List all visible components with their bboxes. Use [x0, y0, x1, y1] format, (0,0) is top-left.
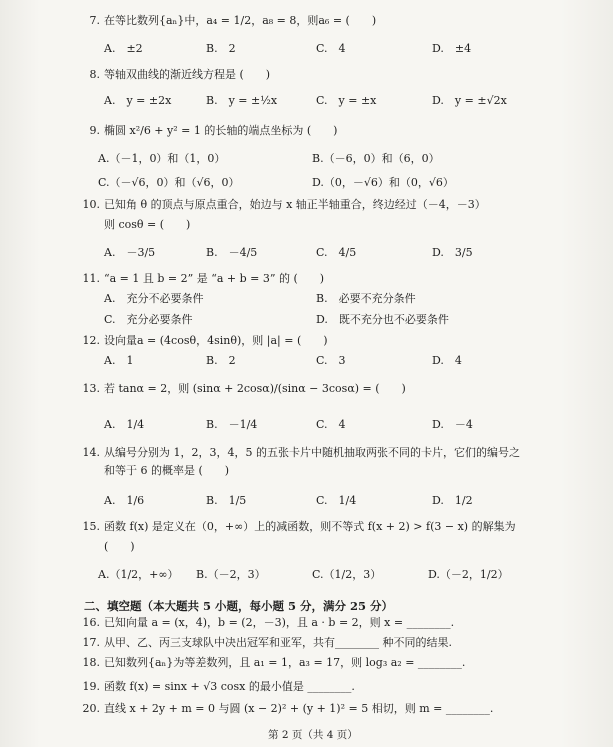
q13-option-b: B. －1/4	[206, 418, 258, 431]
question-8: 8. 等轴双曲线的渐近线方程是 ( )	[89, 68, 271, 81]
question-15-stem-2: ( )	[104, 540, 135, 553]
question-14: 14. 从编号分别为 1，2，3，4，5 的五张卡片中随机抽取两张不同的卡片，它们的编号之	[82, 446, 520, 459]
question-8-stem: 等轴双曲线的渐近线方程是 ( )	[104, 68, 271, 81]
question-15: 15. 函数 f(x) 是定义在（0，+∞）上的减函数，则不等式 f(x + 2) > f(3 − x) 的解集为	[82, 520, 516, 533]
q13-option-d: D. －4	[432, 418, 473, 431]
question-18: 18. 已知数列{aₙ}为等差数列，且 a₁ = 1，a₃ = 17，则 log₃ a₂ = ________.	[82, 656, 466, 669]
q12-option-a: A. 1	[104, 354, 134, 367]
question-14-stem-2: 和等于 6 的概率是 ( )	[104, 464, 230, 477]
question-11: 11. “a = 1 且 b = 2” 是 “a + b = 3” 的 ( )	[82, 272, 325, 285]
q10-option-d: D. 3/5	[432, 246, 473, 259]
q15-option-b: B.（－2，3）	[196, 568, 266, 581]
q11-option-c: C. 充分必要条件	[104, 313, 193, 326]
q14-option-c: C. 1/4	[316, 494, 357, 507]
question-19: 19. 函数 f(x) = sinx + √3 cosx 的最小值是 ________.	[82, 680, 355, 693]
question-16: 16. 已知向量 a = (x，4)，b = (2，－3)，且 a · b = 2，则 x = ________.	[82, 616, 455, 629]
q10-option-a: A. －3/5	[104, 246, 156, 259]
q14-option-a: A. 1/6	[104, 494, 145, 507]
question-17: 17. 从甲、乙、丙三支球队中决出冠军和亚军，共有________ 种不同的结果.	[82, 636, 452, 649]
question-9-stem: 椭圆 x²/6 + y² = 1 的长轴的端点坐标为 ( )	[104, 124, 338, 137]
q14-option-d: D. 1/2	[432, 494, 473, 507]
q7-option-a: A. ±2	[104, 42, 143, 55]
q12-option-b: B. 2	[206, 354, 236, 367]
q11-option-a: A. 充分不必要条件	[104, 292, 204, 305]
q9-option-b: B.（－6，0）和（6，0）	[312, 152, 440, 165]
q15-option-c: C.（1/2，3）	[312, 568, 382, 581]
q9-option-c: C.（－√6，0）和（√6，0）	[98, 176, 240, 189]
q10-option-c: C. 4/5	[316, 246, 357, 259]
q8-option-a: A. y = ±2x	[104, 94, 172, 107]
question-7: 7. 在等比数列{aₙ}中，a₄ = 1/2，a₈ = 8，则a₆ = ( )	[89, 14, 377, 27]
question-20: 20. 直线 x + 2y + m = 0 与圆 (x − 2)² + (y + 1)² = 5 相切，则 m = ________.	[82, 702, 494, 715]
page-footer: 第 2 页（共 4 页）	[268, 729, 358, 741]
question-12-stem: 设向量a = (4cosθ，4sinθ)，则 |a| = ( )	[104, 334, 328, 347]
question-14-stem: 从编号分别为 1，2，3，4，5 的五张卡片中随机抽取两张不同的卡片，它们的编号之	[104, 446, 520, 459]
q13-option-c: C. 4	[316, 418, 346, 431]
q7-option-c: C. 4	[316, 42, 346, 55]
section-2-title: 二、填空题（本大题共 5 小题，每小题 5 分，满分 25 分）	[84, 599, 394, 613]
question-7-stem: 在等比数列{aₙ}中，a₄ = 1/2，a₈ = 8，则a₆ = ( )	[104, 14, 377, 27]
q9-option-d: D.（0，－√6）和（0，√6）	[312, 176, 454, 189]
q8-option-d: D. y = ±√2x	[432, 94, 507, 107]
question-15-stem: 函数 f(x) 是定义在（0，+∞）上的减函数，则不等式 f(x + 2) > f(3 − x) 的解集为	[104, 520, 516, 533]
q11-option-d: D. 既不充分也不必要条件	[316, 313, 449, 326]
question-13-stem: 若 tanα = 2，则 (sinα + 2cosα)/(sinα − 3cosα) = ( )	[104, 382, 406, 395]
question-9: 9. 椭圆 x²/6 + y² = 1 的长轴的端点坐标为 ( )	[89, 124, 338, 137]
q14-option-b: B. 1/5	[206, 494, 247, 507]
q10-option-b: B. －4/5	[206, 246, 258, 259]
q9-option-a: A.（－1，0）和（1，0）	[98, 152, 226, 165]
question-10-stem: 已知角 θ 的顶点与原点重合，始边与 x 轴正半轴重合，终边经过（－4，－3）	[104, 198, 486, 211]
question-17-text: 从甲、乙、丙三支球队中决出冠军和亚军，共有________ 种不同的结果.	[104, 636, 452, 649]
question-16-text: 已知向量 a = (x，4)，b = (2，－3)，且 a · b = 2，则 x = ________.	[104, 616, 455, 629]
question-19-text: 函数 f(x) = sinx + √3 cosx 的最小值是 ________.	[104, 680, 355, 693]
q8-option-b: B. y = ±½x	[206, 94, 278, 107]
q12-option-c: C. 3	[316, 354, 346, 367]
q8-option-c: C. y = ±x	[316, 94, 377, 107]
question-18-text: 已知数列{aₙ}为等差数列，且 a₁ = 1，a₃ = 17，则 log₃ a₂ = ________.	[104, 656, 466, 669]
question-20-text: 直线 x + 2y + m = 0 与圆 (x − 2)² + (y + 1)² = 5 相切，则 m = ________.	[104, 702, 494, 715]
q7-option-d: D. ±4	[432, 42, 472, 55]
question-10: 10. 已知角 θ 的顶点与原点重合，始边与 x 轴正半轴重合，终边经过（－4，－3）	[82, 198, 486, 211]
question-11-stem: “a = 1 且 b = 2” 是 “a + b = 3” 的 ( )	[104, 272, 325, 285]
q12-option-d: D. 4	[432, 354, 462, 367]
q7-option-b: B. 2	[206, 42, 236, 55]
question-10-stem-2: 则 cosθ = ( )	[104, 218, 191, 231]
q11-option-b: B. 必要不充分条件	[316, 292, 416, 305]
q13-option-a: A. 1/4	[104, 418, 145, 431]
q15-option-a: A.（1/2，+∞）	[98, 568, 179, 581]
question-13: 13. 若 tanα = 2，则 (sinα + 2cosα)/(sinα − 3cosα) = ( )	[82, 382, 406, 395]
q15-option-d: D.（－2，1/2）	[428, 568, 509, 581]
question-12: 12. 设向量a = (4cosθ，4sinθ)，则 |a| = ( )	[82, 334, 328, 347]
